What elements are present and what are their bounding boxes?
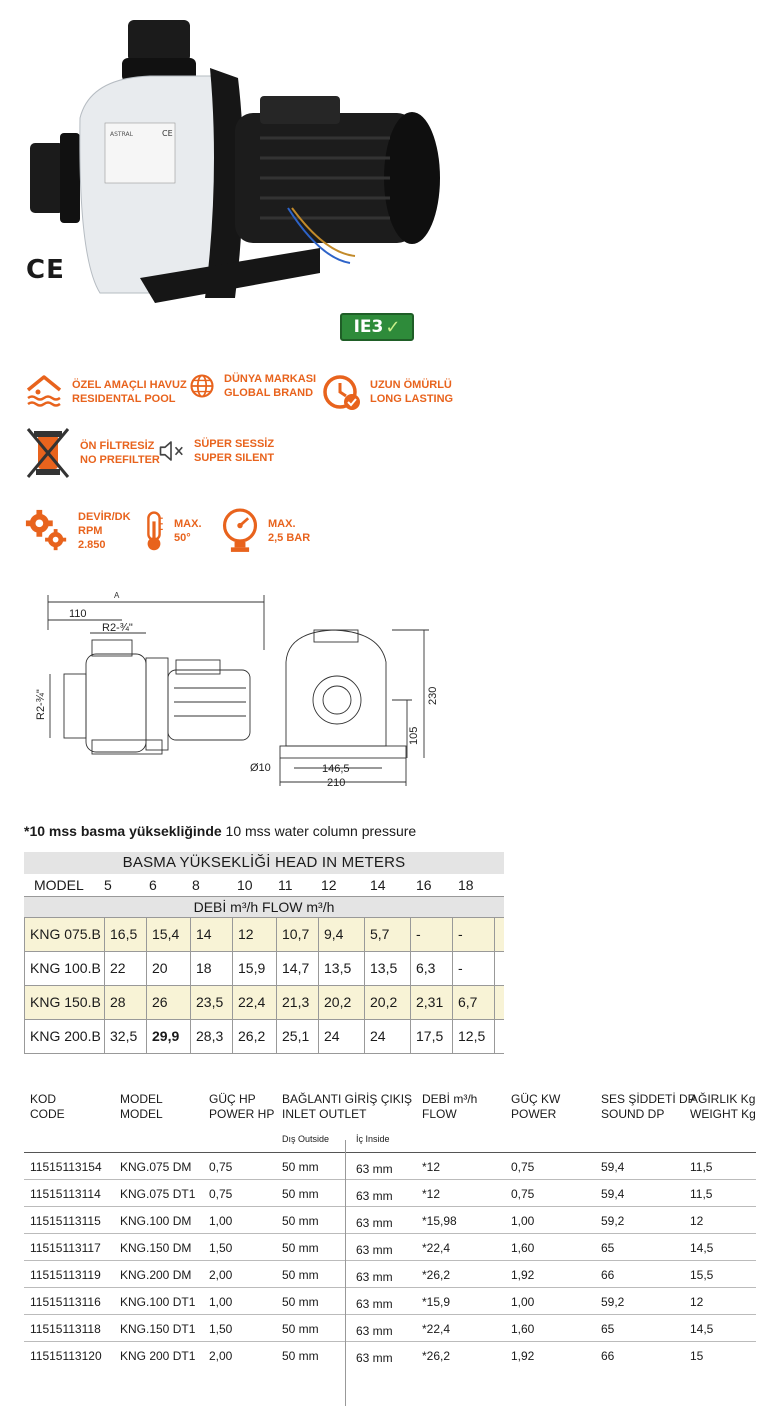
- inside-cell: 63 mm: [356, 1270, 393, 1284]
- feature-super-silent: [156, 436, 274, 466]
- header-text: FLOW: [422, 1107, 457, 1121]
- no-prefilter-icon: [24, 425, 72, 481]
- dimension-r2-top: R2-¾": [102, 622, 133, 634]
- sound-cell: 66: [601, 1268, 615, 1282]
- inside-cell: 63 mm: [356, 1297, 393, 1311]
- flow-value-cell: 24: [365, 1020, 411, 1053]
- feature-line-en: LONG LASTING: [370, 393, 454, 405]
- flow-value-cell: 26,2: [233, 1020, 277, 1053]
- header-weight: [690, 1092, 756, 1122]
- code-cell: 11515113118: [30, 1322, 101, 1336]
- flow-value-cell: -: [453, 952, 495, 985]
- feature-line-tr: DEVİR/DK: [78, 511, 131, 523]
- flow-value-cell: 20,2: [319, 986, 365, 1019]
- dimension-110: 110: [69, 608, 87, 620]
- weight-cell: 12: [690, 1214, 704, 1228]
- flow-value-cell: 17,5: [411, 1020, 453, 1053]
- feature-line-tr: UZUN ÖMÜRLÜ: [370, 379, 452, 391]
- header-text: MODEL: [120, 1092, 163, 1106]
- sub-outside: Dış Outside: [282, 1134, 330, 1144]
- feature-rpm: [24, 508, 131, 554]
- feature-line-en: RPM: [78, 525, 103, 537]
- model-cell: KNG 200 DT1: [120, 1349, 196, 1363]
- head-value: 10: [237, 877, 253, 893]
- svg-text:ASTRAL: ASTRAL: [110, 131, 133, 138]
- inside-cell: 63 mm: [356, 1324, 393, 1338]
- ce-mark: CE: [26, 255, 65, 285]
- header-flow: [422, 1092, 477, 1122]
- flow-value-cell: 6,3: [411, 952, 453, 985]
- sound-cell: 59,4: [601, 1187, 625, 1201]
- weight-cell: 15: [690, 1349, 704, 1363]
- ie3-label: IE3: [353, 317, 384, 337]
- code-cell: 11515113154: [30, 1160, 102, 1174]
- power-hp-cell: 2,00: [209, 1349, 233, 1363]
- feature-line-en: NO PREFILTER: [80, 454, 160, 466]
- feature-line-tr: MAX.: [174, 518, 202, 530]
- power-hp-cell: 1,00: [209, 1295, 233, 1309]
- flow-value-cell: 26: [147, 986, 191, 1019]
- flow-cell: *22,4: [422, 1322, 451, 1336]
- inside-cell: 63 mm: [356, 1162, 393, 1176]
- table-row: [24, 1179, 756, 1206]
- outside-cell: 50 mm: [282, 1187, 319, 1201]
- globe-icon: [188, 372, 216, 400]
- dimension-146-5: 146,5: [322, 763, 350, 775]
- flow-value-cell: 22,4: [233, 986, 277, 1019]
- checkmark-icon: ✓: [385, 316, 401, 338]
- model-label: MODEL: [34, 877, 84, 893]
- weight-cell: 14,5: [690, 1322, 714, 1336]
- svg-text:CE: CE: [162, 129, 173, 138]
- code-cell: 11515113120: [30, 1349, 102, 1363]
- flow-value-cell: 13,5: [365, 952, 411, 985]
- header-text: POWER: [511, 1107, 557, 1121]
- flow-value-cell: 6,7: [453, 986, 495, 1019]
- head-table-header: [24, 874, 504, 896]
- flow-cell: *26,2: [422, 1349, 451, 1363]
- flow-cell: *12: [422, 1160, 441, 1174]
- header-text: BAĞLANTI GİRİŞ ÇIKIŞ: [282, 1092, 413, 1106]
- spec-rows: [24, 1152, 756, 1368]
- flow-rows: [24, 917, 504, 1054]
- code-cell: 11515113119: [30, 1268, 101, 1282]
- feature-max-pressure: [220, 506, 310, 556]
- flow-value-cell: 25,1: [277, 1020, 319, 1053]
- flow-cell: *26,2: [422, 1268, 451, 1282]
- head-value: 5: [104, 877, 112, 893]
- flow-value-cell: 12: [233, 918, 277, 951]
- model-cell: KNG.100 DT1: [120, 1295, 196, 1309]
- dimension-d10: Ø10: [250, 762, 271, 774]
- dimension-210: 210: [327, 777, 346, 789]
- feature-line-en: SUPER SILENT: [194, 452, 275, 464]
- flow-model-cell: KNG 200.B: [25, 1020, 105, 1053]
- model-cell: KNG.150 DT1: [120, 1322, 196, 1336]
- inside-cell: 63 mm: [356, 1243, 393, 1257]
- head-value: 6: [149, 877, 157, 893]
- model-cell: KNG.075 DM: [120, 1160, 192, 1174]
- flow-value-cell: 28,3: [191, 1020, 233, 1053]
- model-cell: KNG.200 DM: [120, 1268, 192, 1282]
- feature-value: 50°: [174, 532, 191, 544]
- flow-value-cell: 12,5: [453, 1020, 495, 1053]
- feature-value: 2,5 BAR: [268, 532, 311, 544]
- feature-value: 2.850: [78, 539, 106, 551]
- dimension-a: A: [114, 591, 120, 600]
- model-cell: KNG.100 DM: [120, 1214, 192, 1228]
- header-sound: [601, 1092, 696, 1122]
- pump-product-photo: [20, 8, 460, 308]
- pressure-note-text: 10 mss water column pressure: [221, 823, 417, 839]
- power-kw-cell: 1,00: [511, 1214, 535, 1228]
- table-row: [24, 1152, 756, 1179]
- flow-value-cell: 15,4: [147, 918, 191, 951]
- model-cell: KNG.075 DT1: [120, 1187, 196, 1201]
- flow-value-cell: 18: [191, 952, 233, 985]
- power-kw-cell: 1,92: [511, 1268, 535, 1282]
- flow-model-cell: KNG 100.B: [25, 952, 105, 985]
- weight-cell: 11,5: [690, 1187, 713, 1201]
- table-row: [24, 1341, 756, 1368]
- weight-cell: 12: [690, 1295, 704, 1309]
- flow-value-cell: 21,3: [277, 986, 319, 1019]
- table-row: [24, 1314, 756, 1341]
- inside-cell: 63 mm: [356, 1351, 393, 1365]
- dimension-r2-side: R2-¾": [35, 689, 47, 720]
- flow-value-cell: 14,7: [277, 952, 319, 985]
- table-row: [24, 1260, 756, 1287]
- model-cell: KNG.150 DM: [120, 1241, 192, 1255]
- sound-cell: 66: [601, 1349, 615, 1363]
- sound-cell: 65: [601, 1322, 615, 1336]
- header-text: INLET OUTLET: [282, 1107, 367, 1121]
- header-text: MODEL: [120, 1107, 163, 1121]
- power-hp-cell: 1,50: [209, 1241, 233, 1255]
- inside-cell: 63 mm: [356, 1189, 393, 1203]
- header-power-kw: [511, 1092, 560, 1122]
- weight-cell: 14,5: [690, 1241, 714, 1255]
- flow-cell: *22,4: [422, 1241, 451, 1255]
- flow-value-cell: 10,7: [277, 918, 319, 951]
- flow-table-row: [24, 952, 504, 986]
- technical-dimension-drawing: [24, 590, 454, 800]
- ie3-efficiency-badge: [340, 313, 414, 341]
- head-value: 11: [278, 877, 293, 893]
- feature-max-temperature: [142, 506, 202, 556]
- thermometer-icon: [142, 506, 166, 556]
- sound-cell: 65: [601, 1241, 615, 1255]
- feature-global-brand: [188, 372, 316, 400]
- outside-cell: 50 mm: [282, 1241, 319, 1255]
- flow-value-cell: 5,7: [365, 918, 411, 951]
- flow-value-cell: 23,5: [191, 986, 233, 1019]
- flow-value-cell: 16,5: [105, 918, 147, 951]
- feature-line-tr: ÖN FİLTRESİZ: [80, 440, 155, 452]
- speaker-mute-icon: [156, 436, 186, 466]
- flow-value-cell: 9,4: [319, 918, 365, 951]
- header-power-hp: [209, 1092, 274, 1122]
- power-kw-cell: 0,75: [511, 1160, 535, 1174]
- feature-line-tr: DÜNYA MARKASI: [224, 373, 317, 385]
- feature-line-tr: ÖZEL AMAÇLI HAVUZ: [72, 379, 187, 391]
- power-kw-cell: 0,75: [511, 1187, 535, 1201]
- pressure-gauge-icon: [220, 506, 260, 556]
- flow-cell: *15,98: [422, 1214, 457, 1228]
- flow-cell: *15,9: [422, 1295, 451, 1309]
- power-hp-cell: 2,00: [209, 1268, 233, 1282]
- feature-line-tr: MAX.: [268, 518, 296, 530]
- power-kw-cell: 1,92: [511, 1349, 535, 1363]
- code-cell: 11515113114: [30, 1187, 101, 1201]
- flow-model-cell: KNG 075.B: [25, 918, 105, 951]
- sub-inside: İç Inside: [356, 1134, 390, 1144]
- feature-residential-pool: [24, 372, 187, 412]
- code-cell: 11515113117: [30, 1241, 101, 1255]
- feature-long-lasting: [322, 372, 453, 412]
- gears-icon: [24, 508, 70, 554]
- header-text: KOD: [30, 1092, 57, 1106]
- header-text: GÜÇ KW: [511, 1092, 561, 1106]
- flow-subtitle: DEBİ m³/h FLOW m³/h: [24, 896, 504, 917]
- flow-table-row: [24, 1020, 504, 1054]
- table-row: [24, 1287, 756, 1314]
- flow-model-cell: KNG 150.B: [25, 986, 105, 1019]
- flow-value-cell: 20: [147, 952, 191, 985]
- flow-value-cell: 15,9: [233, 952, 277, 985]
- flow-value-cell: 22: [105, 952, 147, 985]
- feature-line-en: RESIDENTAL POOL: [72, 393, 176, 405]
- header-text: SOUND DP: [601, 1107, 665, 1121]
- flow-value-cell: -: [453, 918, 495, 951]
- flow-value-cell: 32,5: [105, 1020, 147, 1053]
- flow-value-cell: 2,31: [411, 986, 453, 1019]
- head-value: 8: [192, 877, 200, 893]
- spec-table-header: [24, 1092, 756, 1140]
- flow-value-cell: 24: [319, 1020, 365, 1053]
- head-table-title: BASMA YÜKSEKLİĞİ HEAD IN METERS: [24, 852, 504, 874]
- header-text: GÜÇ HP: [209, 1092, 256, 1106]
- feature-no-prefilter: [24, 425, 160, 481]
- spec-subheader: [24, 1134, 756, 1152]
- inside-cell: 63 mm: [356, 1216, 393, 1230]
- outside-cell: 50 mm: [282, 1268, 319, 1282]
- sound-cell: 59,4: [601, 1160, 625, 1174]
- power-kw-cell: 1,60: [511, 1241, 535, 1255]
- table-row: [24, 1206, 756, 1233]
- outside-cell: 50 mm: [282, 1160, 319, 1174]
- power-hp-cell: 0,75: [209, 1160, 233, 1174]
- sound-cell: 59,2: [601, 1214, 625, 1228]
- header-inlet-outlet: [282, 1092, 412, 1122]
- house-pool-icon: [24, 372, 64, 412]
- flow-value-cell: 28: [105, 986, 147, 1019]
- header-text: POWER HP: [209, 1107, 275, 1121]
- header-text: DEBİ m³/h: [422, 1092, 478, 1106]
- sound-cell: 59,2: [601, 1295, 625, 1309]
- header-model: [120, 1092, 163, 1122]
- clock-check-icon: [322, 372, 362, 412]
- head-flow-table: [24, 852, 504, 1054]
- feature-line-tr: SÜPER SESSİZ: [194, 438, 275, 450]
- code-cell: 11515113115: [30, 1214, 101, 1228]
- pressure-note: [24, 823, 416, 839]
- power-kw-cell: 1,60: [511, 1322, 535, 1336]
- header-text: WEIGHT Kg: [690, 1107, 756, 1121]
- power-hp-cell: 0,75: [209, 1187, 233, 1201]
- head-value: 14: [370, 877, 386, 893]
- flow-value-cell: 13,5: [319, 952, 365, 985]
- header-text: CODE: [30, 1107, 65, 1121]
- pressure-note-bold: *10 mss basma yüksekliğinde: [24, 823, 222, 839]
- flow-value-cell: 20,2: [365, 986, 411, 1019]
- power-kw-cell: 1,00: [511, 1295, 535, 1309]
- table-row: [24, 1233, 756, 1260]
- head-value: 12: [321, 877, 337, 893]
- head-value: 18: [458, 877, 474, 893]
- weight-cell: 11,5: [690, 1160, 713, 1174]
- flow-cell: *12: [422, 1187, 441, 1201]
- flow-value-cell: -: [411, 918, 453, 951]
- head-value: 16: [416, 877, 432, 893]
- dimension-105: 105: [408, 726, 420, 745]
- power-hp-cell: 1,50: [209, 1322, 233, 1336]
- power-hp-cell: 1,00: [209, 1214, 233, 1228]
- outside-cell: 50 mm: [282, 1214, 319, 1228]
- feature-line-en: GLOBAL BRAND: [224, 387, 314, 399]
- code-cell: 11515113116: [30, 1295, 101, 1309]
- header-text: AĞIRLIK Kg: [690, 1092, 756, 1106]
- weight-cell: 15,5: [690, 1268, 714, 1282]
- outside-cell: 50 mm: [282, 1322, 319, 1336]
- spec-table: [24, 1092, 756, 1368]
- flow-value-cell: 29,9: [147, 1020, 191, 1053]
- dimension-230: 230: [427, 686, 439, 705]
- header-text: SES ŞİDDETİ DP: [601, 1092, 696, 1106]
- outside-cell: 50 mm: [282, 1349, 319, 1363]
- flow-value-cell: 14: [191, 918, 233, 951]
- header-code: [30, 1092, 65, 1122]
- flow-table-row: [24, 986, 504, 1020]
- outside-cell: 50 mm: [282, 1295, 319, 1309]
- flow-table-row: [24, 917, 504, 952]
- column-divider: [345, 1140, 346, 1406]
